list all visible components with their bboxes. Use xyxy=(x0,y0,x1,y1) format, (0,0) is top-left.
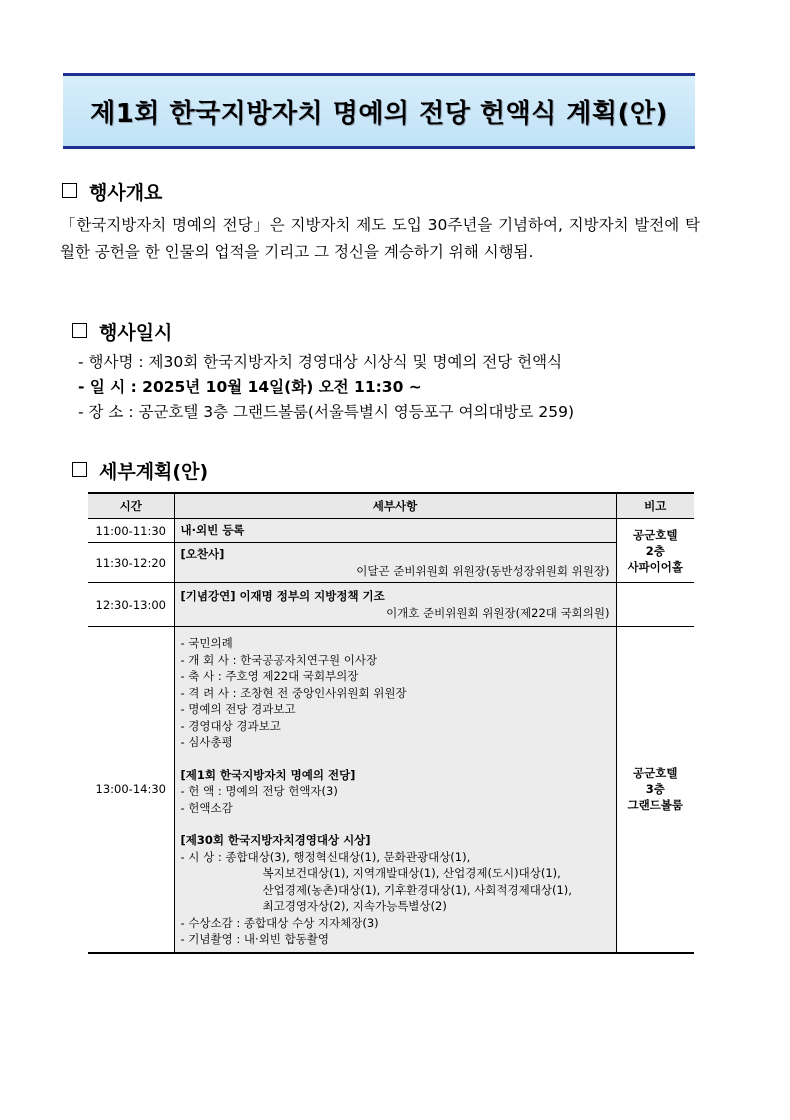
overview-heading-label: 행사개요 xyxy=(89,182,163,204)
row-title: [오찬사] xyxy=(180,547,225,561)
header-time: 시간 xyxy=(88,493,174,519)
program-item: - 격 려 사 : 조창현 전 중앙인사위원회 위원장 xyxy=(180,685,407,700)
row-time: 11:00-11:30 xyxy=(88,519,174,543)
program-item: - 축 사 : 주호영 제22대 국회부의장 xyxy=(180,669,359,683)
program-item: - 수상소감 : 종합대상 수상 지자체장(3) xyxy=(180,915,379,930)
table-row xyxy=(88,583,694,627)
award-list-line: 복지보건대상(1), 지역개발대상(1), 산업경제(도시)대상(1), xyxy=(262,866,561,880)
venue-note-1 xyxy=(616,519,694,583)
checkbox-square-icon xyxy=(72,323,87,338)
program-item: - 기념촬영 : 내·외빈 합동촬영 xyxy=(180,932,329,946)
program-item: - 경영대상 경과보고 xyxy=(180,718,281,733)
section-schedule-heading xyxy=(72,318,172,345)
section-detail-heading xyxy=(72,457,208,484)
note-line: 그랜드볼룸 xyxy=(627,798,684,813)
row-title: 내·외빈 등록 xyxy=(174,519,616,543)
note-line: 2층 xyxy=(645,543,665,558)
detail-heading-label: 세부계획(안) xyxy=(99,461,209,483)
program-item: - 헌 액 : 명예의 전당 헌액자(3) xyxy=(180,784,338,798)
schedule-heading-label: 행사일시 xyxy=(99,322,173,344)
award-list-line: 최고경영자상(2), 지속가능특별상(2) xyxy=(262,899,447,913)
row-time: 11:30-12:20 xyxy=(88,543,174,583)
document-title: 제1회 한국지방자치 명예의 전당 헌액식 계획(안) xyxy=(90,98,668,129)
event-place: - 장 소 : 공군호텔 3층 그랜드볼룸(서울특별시 영등포구 여의대방로 259) xyxy=(78,403,574,421)
row-speaker: 이달곤 준비위원회 위원장(동반성장위원회 위원장) xyxy=(356,563,610,578)
schedule-table xyxy=(88,492,694,954)
header-note: 비고 xyxy=(616,493,694,519)
program-item: - 개 회 사 : 한국공공자치연구원 이사장 xyxy=(180,652,378,667)
program-item: - 시 상 : 종합대상(3), 행정혁신대상(1), 문화관광대상(1), xyxy=(180,849,471,864)
checkbox-square-icon xyxy=(62,183,77,198)
title-banner xyxy=(63,73,695,149)
note-line: 공군호텔 xyxy=(633,766,678,781)
row-title: [기념강연] 이재명 정부의 지방정책 기조 xyxy=(180,589,385,603)
event-datetime: - 일 시 : 2025년 10월 14일(화) 오전 11:30 ~ xyxy=(78,378,422,396)
award-list-line: 산업경제(농촌)대상(1), 기후환경대상(1), 사회적경제대상(1), xyxy=(262,882,572,897)
program-item: - 국민의례 xyxy=(180,636,233,650)
table-header-row xyxy=(88,493,694,519)
row-speaker: 이개호 준비위원회 위원장(제22대 국회의원) xyxy=(386,605,610,620)
schedule-info-list xyxy=(78,350,574,425)
section-overview-heading xyxy=(62,178,162,205)
row-time: 12:30-13:00 xyxy=(88,583,174,627)
table-row xyxy=(88,519,694,543)
program-item: - 심사총평 xyxy=(180,735,233,749)
venue-note-empty xyxy=(616,583,694,627)
note-line: 공군호텔 xyxy=(633,527,678,542)
venue-note-2 xyxy=(616,627,694,953)
row-detail xyxy=(174,627,616,953)
event-name: - 행사명 : 제30회 한국지방자치 경영대상 시상식 및 명예의 전당 헌액식 xyxy=(78,353,563,371)
row-detail xyxy=(174,543,616,583)
header-detail: 세부사항 xyxy=(174,493,616,519)
program-item: - 헌액소감 xyxy=(180,800,233,815)
row-detail xyxy=(174,583,616,627)
note-line: 3층 xyxy=(645,782,665,797)
row-time: 13:00-14:30 xyxy=(88,627,174,953)
award-title: [제30회 한국지방자치경영대상 시상] xyxy=(180,833,371,847)
table-row xyxy=(88,627,694,953)
checkbox-square-icon xyxy=(72,462,87,477)
table-row xyxy=(88,543,694,583)
program-item: - 명예의 전당 경과보고 xyxy=(180,702,296,716)
note-line: 사파이어홀 xyxy=(627,559,684,574)
hall-of-fame-title: [제1회 한국지방자치 명예의 전당] xyxy=(180,767,356,782)
overview-text: 「한국지방자치 명예의 전당」은 지방자치 제도 도입 30주년을 기념하여, 지방자치 발전에 탁월한 공헌을 한 인물의 업적을 기리고 그 정신을 계승하기 위해 시행됨. xyxy=(60,216,700,261)
